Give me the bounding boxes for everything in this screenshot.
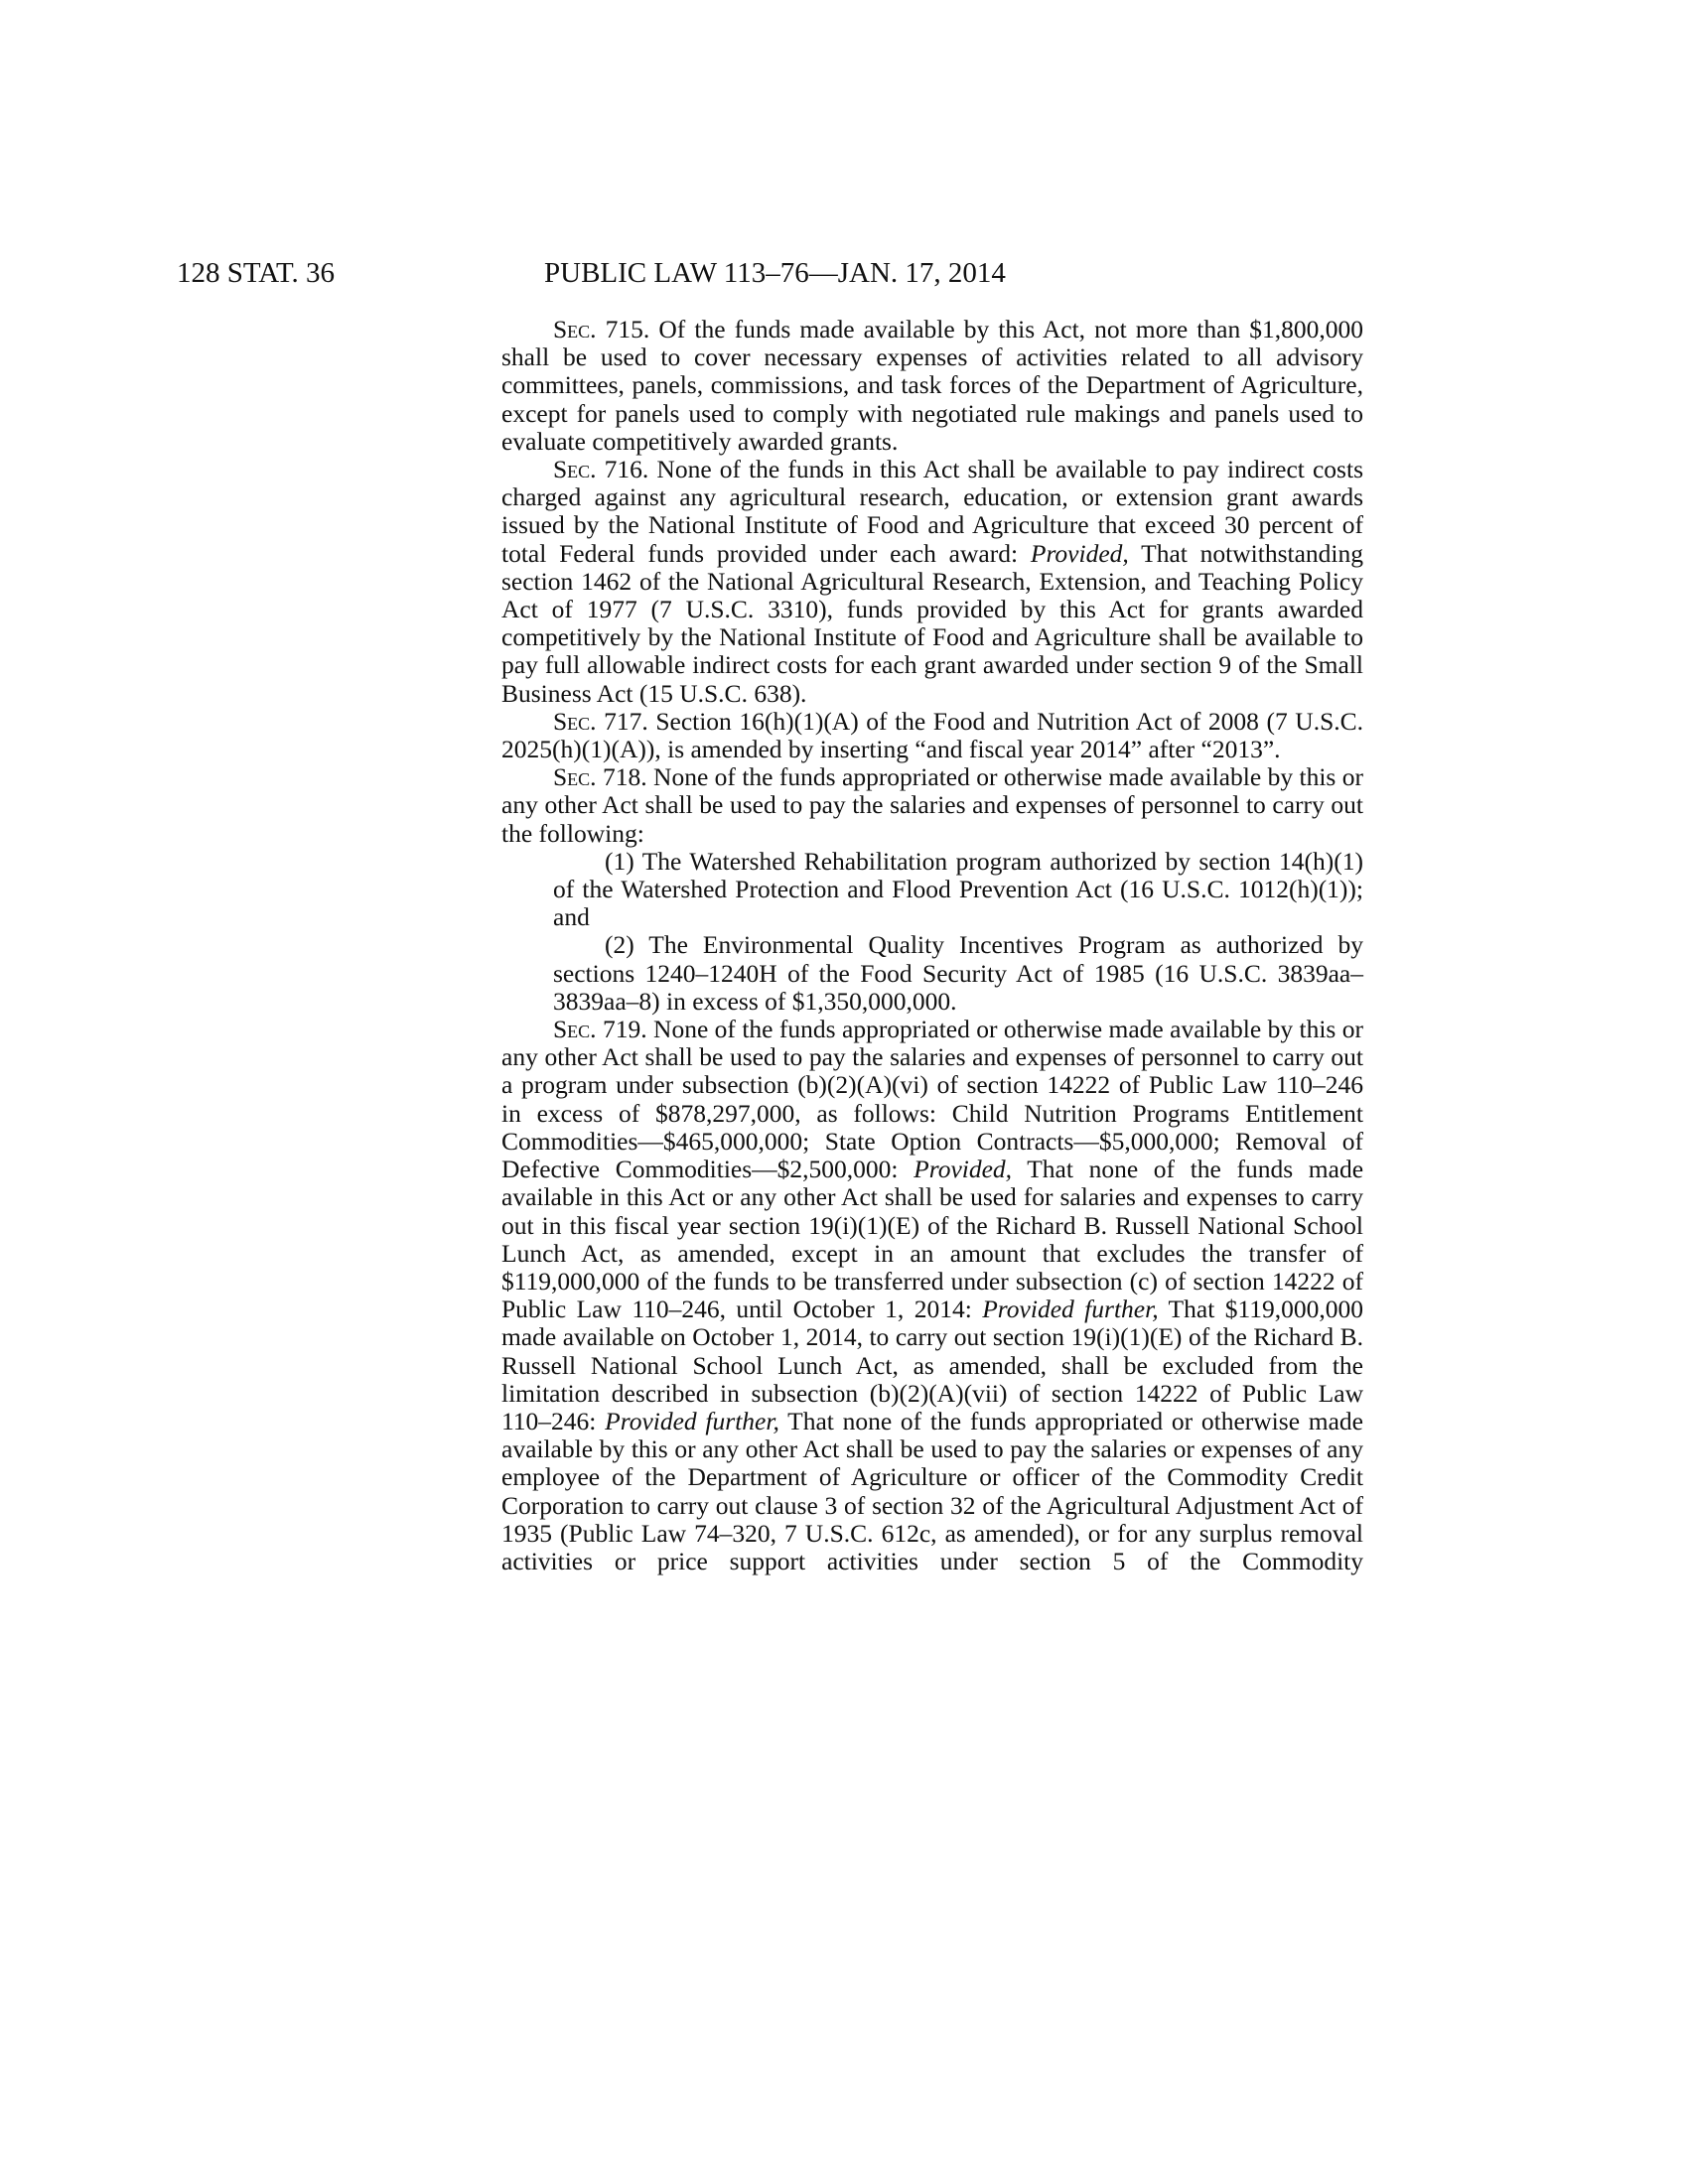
section-text: That none of the funds appropriated or otherwise made available by this or any other Act shall be used to pay the salaries or expenses of any employee of the Department of Agriculture or officer of the Commodity Credit Corporation to carry out clause 3 of section 32 of the Agricultural Adjustment Act of 1935 (Public Law 74–320, 7 U.S.C. 612c, as amended), or for any surplus removal activities or price support activities under section 5 of the Commodity — [501, 1406, 1363, 1575]
sec-label: Sec. — [553, 762, 597, 792]
section-text: None of the funds appropriated or otherwise made available by this or any other Act shall be used to pay the salaries and expenses of personnel to carry out a program under subsection (b)(2)(A)(vi) of section 14222 of Public Law 110–246 in excess of $878,297,000, as follows: Child Nutrition Programs Entitlement Commodities—$465,000,000; State Option Contracts—$5,000,000; Removal of Defective Commodities—$2,500,000: — [501, 1015, 1363, 1184]
section-718-item-1: (1) The Watershed Rehabilitation program authorized by section 14(h)(1) of the Watershed Protection and Flood Prevention Act (16 U.S.C. 1012(h)(1)); and — [553, 846, 1363, 932]
page-header — [0, 253, 1688, 293]
public-law-title: PUBLIC LAW 113–76—JAN. 17, 2014 — [544, 257, 1006, 289]
sec-label: Sec. — [553, 706, 597, 736]
proviso-italic: Provided further, — [982, 1295, 1159, 1324]
section-number: 716. — [604, 455, 649, 484]
proviso-italic: Provided, — [914, 1155, 1013, 1184]
section-text: None of the funds appropriated or otherwise made available by this or any other Act shall be used to pay the salaries and expenses of personnel to carry out the following: — [501, 762, 1363, 848]
section-717 — [501, 708, 1363, 763]
section-number: 718. — [602, 762, 647, 792]
proviso-italic: Provided further, — [605, 1406, 779, 1435]
section-718 — [501, 763, 1363, 848]
section-number: 719. — [602, 1015, 647, 1044]
section-text: That notwithstanding section 1462 of the National Agricultural Research, Extension, and Teaching Policy Act of 1977 (7 U.S.C. 3310), funds provided by this Act for grants awarded competitively by the National Institute of Food and Agriculture shall be available to pay full allowable indirect costs for each grant awarded under section 9 of the Small Business Act (15 U.S.C. 638). — [501, 538, 1363, 708]
section-715 — [501, 316, 1363, 456]
section-text: None of the funds in this Act shall be available to pay indirect costs charged against any agricultural research, education, or extension grant awards issued by the National Institute of Food and Agriculture that exceed 30 percent of total Federal funds provided under each award: — [501, 455, 1363, 568]
section-718-item-2: (2) The Environmental Quality Incentives Program as authorized by sections 1240–1240H of the Food Security Act of 1985 (16 U.S.C. 3839aa–3839aa–8) in excess of $1,350,000,000. — [553, 930, 1363, 1016]
section-text: Section 16(h)(1)(A) of the Food and Nutrition Act of 2008 (7 U.S.C. 2025(h)(1)(A)), is amended by inserting “and fiscal year 2014” after “2013”. — [501, 706, 1364, 764]
sec-label: Sec. — [553, 455, 597, 484]
sec-label: Sec. — [553, 1015, 597, 1044]
sec-label: Sec. — [553, 315, 597, 343]
document-body — [501, 316, 1363, 1575]
proviso-italic: Provided, — [1030, 538, 1129, 568]
section-text: Of the funds made available by this Act, not more than $1,800,000 shall be used to cover necessary expenses of activities related to all advisory committees, panels, commissions, and task forces of the Department of Agriculture, except for panels used to comply with negotiated rule makings and panels used to evaluate competitively awarded grants. — [501, 315, 1364, 456]
stat-page-number: 128 STAT. 36 — [177, 257, 336, 289]
section-text: That $119,000,000 made available on October 1, 2014, to carry out section 19(i)(1)(E) of the Richard B. Russell National School Lunch Act, as amended, shall be excluded from the limitation described in subsection (b)(2)(A)(vii) of section 14222 of Public Law 110–246: — [501, 1295, 1364, 1435]
section-number: 715. — [605, 315, 650, 343]
section-716 — [501, 456, 1363, 708]
section-719 — [501, 1016, 1363, 1575]
section-number: 717. — [604, 706, 648, 736]
section-text: That none of the funds made available in this Act or any other Act shall be used for salaries and expenses to carry out in this fiscal year section 19(i)(1)(E) of the Richard B. Russell National School Lunch Act, as amended, except in an amount that excludes the transfer of $119,000,000 of the funds to be transferred under subsection (c) of section 14222 of Public Law 110–246, until October 1, 2014: — [501, 1155, 1364, 1324]
